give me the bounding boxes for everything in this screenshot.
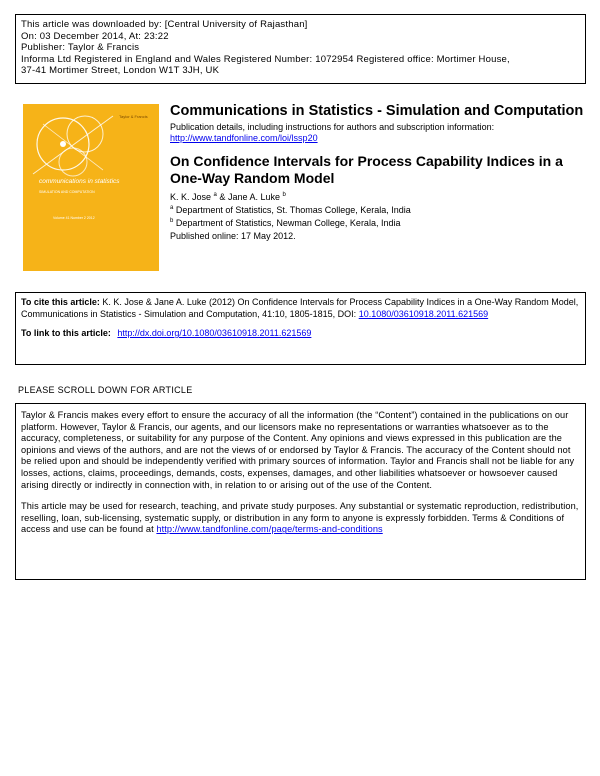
cite-text: K. K. Jose & Jane A. Luke (2012) On Confidence Intervals for Process Capability Indices in a One-Way Random Model, Communications in Statistics - Simulation and Computation, 41:10, 1805-1815, DOI: <box>21 297 579 319</box>
cover-graphic <box>23 104 159 271</box>
citation-box <box>15 292 586 365</box>
publication-details-text: Publication details, including instructions for authors and subscription information: <box>170 122 495 132</box>
download-info-box <box>15 14 586 84</box>
author-affiliation-mark: a <box>213 192 217 198</box>
affiliation <box>170 217 590 230</box>
authors <box>170 191 590 204</box>
doi-link[interactable]: 10.1080/03610918.2011.621569 <box>358 308 489 319</box>
affiliation <box>170 204 590 217</box>
author-separator: & <box>219 192 226 202</box>
journal-title: Communications in Statistics - Simulation and Computation <box>170 103 584 119</box>
cite-label: To cite this article: <box>21 297 100 307</box>
cover-title: communications in statistics <box>39 178 120 185</box>
disclaimer-paragraph: Taylor & Francis makes every effort to ensure the accuracy of all the information (the “Content”) contained in the publications on our platform. However, Taylor & Francis, our agents, and our licensors make no representations or warranties whatsoever as to the accuracy, completeness, or suitability for any purpose of the Content. Any opinions and views expressed in this publication are the opinions and views of the authors, and are not the views of or endorsed by Taylor & Francis. The accuracy of the Content should not be relied upon and should be independently verified with primary sources of information. Taylor and Francis shall not be liable for any losses, actions, claims, proceedings, demands, costs, expenses, damages, and other liabilities whatsoever or howsoever caused arising directly or indirectly in connection with, in relation to or arising out of the use of the Content. <box>21 410 575 490</box>
download-line: On: 03 December 2014, At: 23:22 <box>21 30 169 42</box>
affiliation-mark: a <box>170 205 174 211</box>
terms-text: This article may be used for research, teaching, and private study purposes. Any substantial or systematic reproduction, redistribution, reselling, loan, sub-licensing, systematic supply, or distribution in any form to anyone is expressly forbidden. Terms & Conditions of access and use can be found at <box>21 501 579 535</box>
author-affiliation-mark: b <box>282 192 286 198</box>
scroll-notice: PLEASE SCROLL DOWN FOR ARTICLE <box>18 385 193 395</box>
article-title: On Confidence Intervals for Process Capability Indices in a One-Way Random Model <box>170 153 563 186</box>
journal-cover-image <box>23 104 159 271</box>
article-meta <box>170 191 590 243</box>
download-line: Informa Ltd Registered in England and Wales Registered Number: 1072954 Registered office: Mortimer House, <box>21 53 510 65</box>
download-line: This article was downloaded by: [Central University of Rajasthan] <box>21 19 308 30</box>
link-label: To link to this article: <box>21 328 111 338</box>
link-paragraph <box>21 328 580 340</box>
terms-paragraph <box>21 501 580 536</box>
cover-publisher-logo: Taylor & Francis <box>119 114 148 119</box>
article-link[interactable]: http://dx.doi.org/10.1080/03610918.2011.621569 <box>117 328 312 338</box>
author-name: Jane A. Luke <box>227 192 280 202</box>
cover-volume: Volume 41 Number 2 2012 <box>53 216 95 220</box>
author-name: K. K. Jose <box>170 192 212 202</box>
cover-subtitle: SIMULATION AND COMPUTATION <box>39 190 95 194</box>
cite-paragraph <box>21 297 580 320</box>
download-line: Publisher: Taylor & Francis <box>21 42 140 53</box>
publication-details <box>170 122 590 144</box>
published-date: Published online: 17 May 2012. <box>170 231 296 241</box>
download-line: 37-41 Mortimer Street, London W1T 3JH, UK <box>21 65 220 76</box>
disclaimer-box <box>15 403 586 580</box>
affiliation-mark: b <box>170 218 174 224</box>
affiliation-text: Department of Statistics, St. Thomas College, Kerala, India <box>175 205 411 215</box>
journal-link[interactable]: http://www.tandfonline.com/loi/lssp20 <box>170 133 318 143</box>
affiliation-text: Department of Statistics, Newman College, Kerala, India <box>175 218 401 228</box>
terms-link[interactable]: http://www.tandfonline.com/page/terms-and-conditions <box>156 524 383 535</box>
article-info <box>170 102 590 243</box>
